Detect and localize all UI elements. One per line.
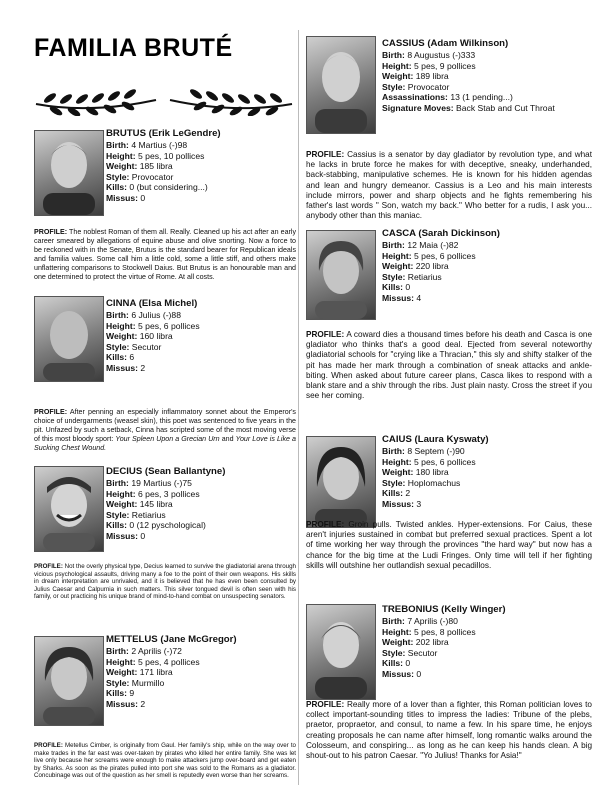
cinna-profile: PROFILE: After penning an especially inflammatory sonnet about the Emperor's choice of undergarments (weasel skin), this poet was sentenced to five years in the pit. Unfazed by such a setback, Cinna has scripted some of the most moving verse of this most bloody sport: Your Spleen Upon a Grecian Urn and Your Love is Like a Sucking Chest Wound. [34,408,296,452]
brutus-weight: 185 libra [139,161,173,172]
trebonius-stats: TREBONIUS (Kelly Winger) Birth: 7 Aprilis (-)80 Height: 5 pes, 8 pollices Weight: 202 libra Style: Secutor Kills: 0 Missus: 0 [382,604,596,680]
decius-weight: 145 libra [139,499,173,510]
caius-kills: 2 [405,488,411,499]
person-portrait-icon [35,297,103,381]
person-portrait-icon [307,437,375,527]
brutus-stats: BRUTUS (Erik LeGendre) Birth: 4 Martius (-)98 Height: 5 pes, 10 pollices Weight: 185 libra Style: Provocator Kills: 0 (but considering...) Missus: 0 [106,128,294,204]
cinna-style: Secutor [131,341,162,352]
brutus-profile: PROFILE: The noblest Roman of them all. Really. Cleaned up his act after an early career smeared by allegations of equine abuse and olive snorting. Now a force to be reckoned with in the Senate, Brutus is the standard bearer for Republican ideals and familia values. Some call him a little cold, some a little stiff, and others make unflattering comparisons to Stockwell Daius. But Brutus is an honourable man and one determined to protect the virtue of Rome. At all costs. [34,228,296,281]
person-portrait-icon [307,231,375,319]
cassius-photo [306,36,376,134]
casca-birth: 12 Maia (-)82 [407,240,459,250]
brutus-name: BRUTUS (Erik LeGendre) [106,128,221,139]
cassius-style: Provocator [407,81,450,92]
caius-style: Hoplomachus [407,477,461,488]
page-title: FAMILIA BRUTÉ [34,34,233,62]
metellus-profile: PROFILE: Metellus Cimber, is originally from Gaul. Her family's ship, while on the way over to make trades in the far east was over-taken by pirates who killed her entire family. She was let live only because her screams were enough to make attackers jump over-board and get eaten by Sharks. As soon as the pirates pulled into port she was sold to the Romans as a gladiator. Concubinage was out of the question as her smell is reputedly even worse than her screams. [34,742,296,780]
caius-weight: 180 libra [415,467,449,478]
metellus-height: 5 pes, 4 pollices [138,656,200,667]
metellus-kills: 9 [129,688,135,699]
cinna-kills: 6 [129,352,135,363]
casca-profile: PROFILE: A coward dies a thousand times before his death and Casca is one gladiator who thinks that's a good deal. Ejected from several noteworthy gladiatorial schools for "crying like a Thracian," this sly and shifty stalker of the pit has made her mark through a combination of sneak attacks and ankle-biting. When asked about future career plans, Casca likes to respond with a blank stare and a shiv through the ribs. Just plain nasty. Cross the street if you see her coming. [306,330,592,401]
cinna-stats: CINNA (Elsa Michel) Birth: 6 Julius (-)88 Height: 5 pes, 6 pollices Weight: 160 libra Style: Secutor Kills: 6 Missus: 2 [106,298,294,374]
metellus-birth: 2 Aprilis (-)72 [131,646,182,656]
person-portrait-icon [35,467,103,551]
trebonius-name: TREBONIUS (Kelly Winger) [382,604,506,615]
cinna-missus: 2 [140,362,146,373]
caius-missus: 3 [416,498,422,509]
caius-photo [306,436,376,528]
trebonius-weight: 202 libra [415,637,449,648]
caius-name: CAIUS (Laura Kyswaty) [382,434,489,445]
brutus-photo [34,130,104,216]
cassius-height: 5 pes, 9 pollices [414,60,476,71]
brutus-height: 5 pes, 10 pollices [138,150,205,161]
decius-birth: 19 Martius (-)75 [131,478,192,488]
metellus-weight: 171 libra [139,667,173,678]
cassius-signature-moves: Back Stab and Cut Throat [456,102,555,113]
casca-height: 5 pes, 6 pollices [414,250,476,261]
person-portrait-icon [307,37,375,133]
brutus-kills: 0 (but considering...) [129,182,208,193]
brutus-style: Provocator [131,171,174,182]
trebonius-photo [306,604,376,700]
trebonius-missus: 0 [416,668,422,679]
caius-height: 5 pes, 6 pollices [414,456,476,467]
column-divider [298,30,299,785]
trebonius-height: 5 pes, 8 pollices [414,626,476,637]
cinna-photo [34,296,104,382]
decius-height: 6 pes, 3 pollices [138,488,200,499]
casca-stats: CASCA (Sarah Dickinson) Birth: 12 Maia (-)82 Height: 5 pes, 6 pollices Weight: 220 libra Style: Retiarius Kills: 0 Missus: 4 [382,228,596,304]
casca-missus: 4 [416,292,422,303]
cassius-profile: PROFILE: Cassius is a senator by day gladiator by revolution type, and what he lacks in brute force he makes for with deceptive, sneaky, underhanded, back-stabbing, manipulative schemes. He is known for his hidden agendas and lean and hungry demeanor. Cassius is a Leo and his main interests include mirrors, power and sharp objects and he fights remembering his father's last words " Son, watch my back." Who better for a rudis, I ask you... anybody other than this maniac. [306,150,592,221]
cassius-stats: CASSIUS (Adam Wilkinson) Birth: 8 Augustus (-)333 Height: 5 pes, 9 pollices Weight: 189 libra Style: Provocator Assassinations: 13 (1 pending...) Signature Moves: Back Stab and Cut Throat [382,38,596,114]
decius-style: Retiarius [131,509,166,520]
cassius-assassinations: 13 (1 pending...) [450,92,513,103]
caius-birth: 8 Septem (-)90 [407,446,465,456]
casca-photo [306,230,376,320]
brutus-missus: 0 [140,192,146,203]
trebonius-profile: PROFILE: Really more of a lover than a fighter, this Roman politician loves to collect important-sounding titles to impress the ladies: Tribune of the plebs, praetor, propraetor, and consul, to name a few. In his spare time, he enjoys creating proposals he can name after himself, long romantic walks around the Colosseum, and conspiring... as long as he can keep his hands clean. A big shout-out to his patron Caesar. "Yo Julius! Thanks for Asia!" [306,700,592,761]
decius-missus: 0 [140,530,146,541]
metellus-missus: 2 [140,698,146,709]
decius-profile: PROFILE: Not the overly physical type, Decius learned to survive the gladiatorial arena through vicious psychological assaults, driving many a foe to the point of their own weapons. His skills in dream interpretation are unrivaled, and it is believed that he has even been consulted by Julius Caesar and Calpurnia in such matters. This silver tongued devil is often seen with his family, or out practicing his unique brand of mind-to-hand combat on unsuspecting senators. [34,563,296,601]
person-portrait-icon [35,637,103,725]
trebonius-kills: 0 [405,658,411,669]
caius-profile: PROFILE: Groin pulls. Twisted ankles. Hyper-extensions. For Caius, these aren't injuries sustained in combat but preferred sexual practices. Spent a lot of time working her way through the provinces "the hard way" but now has a chance for the big time at the Ludi Fringes. Only time will tell if her fighting skills will outshine her outlandish sexual pecadillos. [306,520,592,570]
cinna-weight: 160 libra [139,331,173,342]
cinna-name: CINNA (Elsa Michel) [106,298,198,309]
person-portrait-icon [35,131,103,215]
metellus-style: Murmillo [131,677,165,688]
decius-photo [34,466,104,552]
laurel-branches-icon [30,84,298,116]
casca-name: CASCA (Sarah Dickinson) [382,228,500,239]
cinna-birth: 6 Julius (-)88 [131,310,181,320]
brutus-birth: 4 Martius (-)98 [131,140,188,150]
cassius-name: CASSIUS (Adam Wilkinson) [382,38,509,49]
cassius-weight: 189 libra [415,71,449,82]
casca-style: Retiarius [407,271,442,282]
caius-stats: CAIUS (Laura Kyswaty) Birth: 8 Septem (-)90 Height: 5 pes, 6 pollices Weight: 180 libra Style: Hoplomachus Kills: 2 Missus: 3 [382,434,596,510]
decius-name: DECIUS (Sean Ballantyne) [106,466,226,477]
cinna-height: 5 pes, 6 pollices [138,320,200,331]
metellus-name: METTELUS (Jane McGregor) [106,634,237,645]
trebonius-style: Secutor [407,647,438,658]
metellus-photo [34,636,104,726]
cassius-birth: 8 Augustus (-)333 [407,50,476,60]
decius-stats: DECIUS (Sean Ballantyne) Birth: 19 Martius (-)75 Height: 6 pes, 3 pollices Weight: 145 libra Style: Retiarius Kills: 0 (12 pyschological) Missus: 0 [106,466,294,542]
trebonius-birth: 7 Aprilis (-)80 [407,616,458,626]
decius-kills: 0 (12 pyschological) [129,520,206,531]
casca-kills: 0 [405,282,411,293]
person-portrait-icon [307,605,375,699]
casca-weight: 220 libra [415,261,449,272]
metellus-stats: METTELUS (Jane McGregor) Birth: 2 Aprilis (-)72 Height: 5 pes, 4 pollices Weight: 171 libra Style: Murmillo Kills: 9 Missus: 2 [106,634,294,710]
